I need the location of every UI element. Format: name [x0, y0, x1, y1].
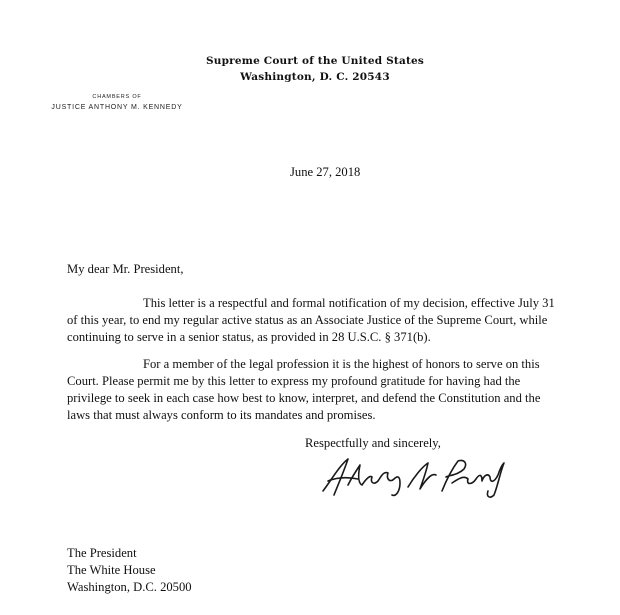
letterhead-address: Washington, D. C. 20543	[240, 71, 390, 83]
paragraph-line: continuing to serve in a senior status, as provided in 28 U.S.C. § 371(b).	[67, 330, 431, 344]
paragraph-line: This letter is a respectful and formal notification of my decision, effective July 31	[143, 296, 555, 310]
address-line: The President	[67, 546, 137, 560]
paragraph-line: For a member of the legal profession it is the highest of honors to serve on this	[143, 357, 540, 371]
address-line: Washington, D.C. 20500	[67, 580, 192, 594]
paragraph-line: of this year, to end my regular active status as an Associate Justice of the Supreme Court, while	[67, 313, 548, 327]
address-line: The White House	[67, 563, 156, 577]
letter-date: June 27, 2018	[290, 165, 361, 179]
paragraph-line: laws that must always conform to its mandates and promises.	[67, 408, 376, 422]
paragraph-line: privilege to seek in each case how best to know, interpret, and defend the Constitution and the	[67, 391, 541, 405]
chambers-name: JUSTICE ANTHONY M. KENNEDY	[51, 104, 183, 111]
letterhead-court-name: Supreme Court of the United States	[205, 55, 425, 67]
closing: Respectfully and sincerely,	[305, 436, 441, 450]
signature	[318, 455, 508, 500]
paragraph-line: Court. Please permit me by this letter to express my profound gratitude for having had the	[67, 374, 521, 388]
salutation: My dear Mr. President,	[67, 262, 184, 276]
chambers-label: CHAMBERS OF	[92, 94, 142, 100]
